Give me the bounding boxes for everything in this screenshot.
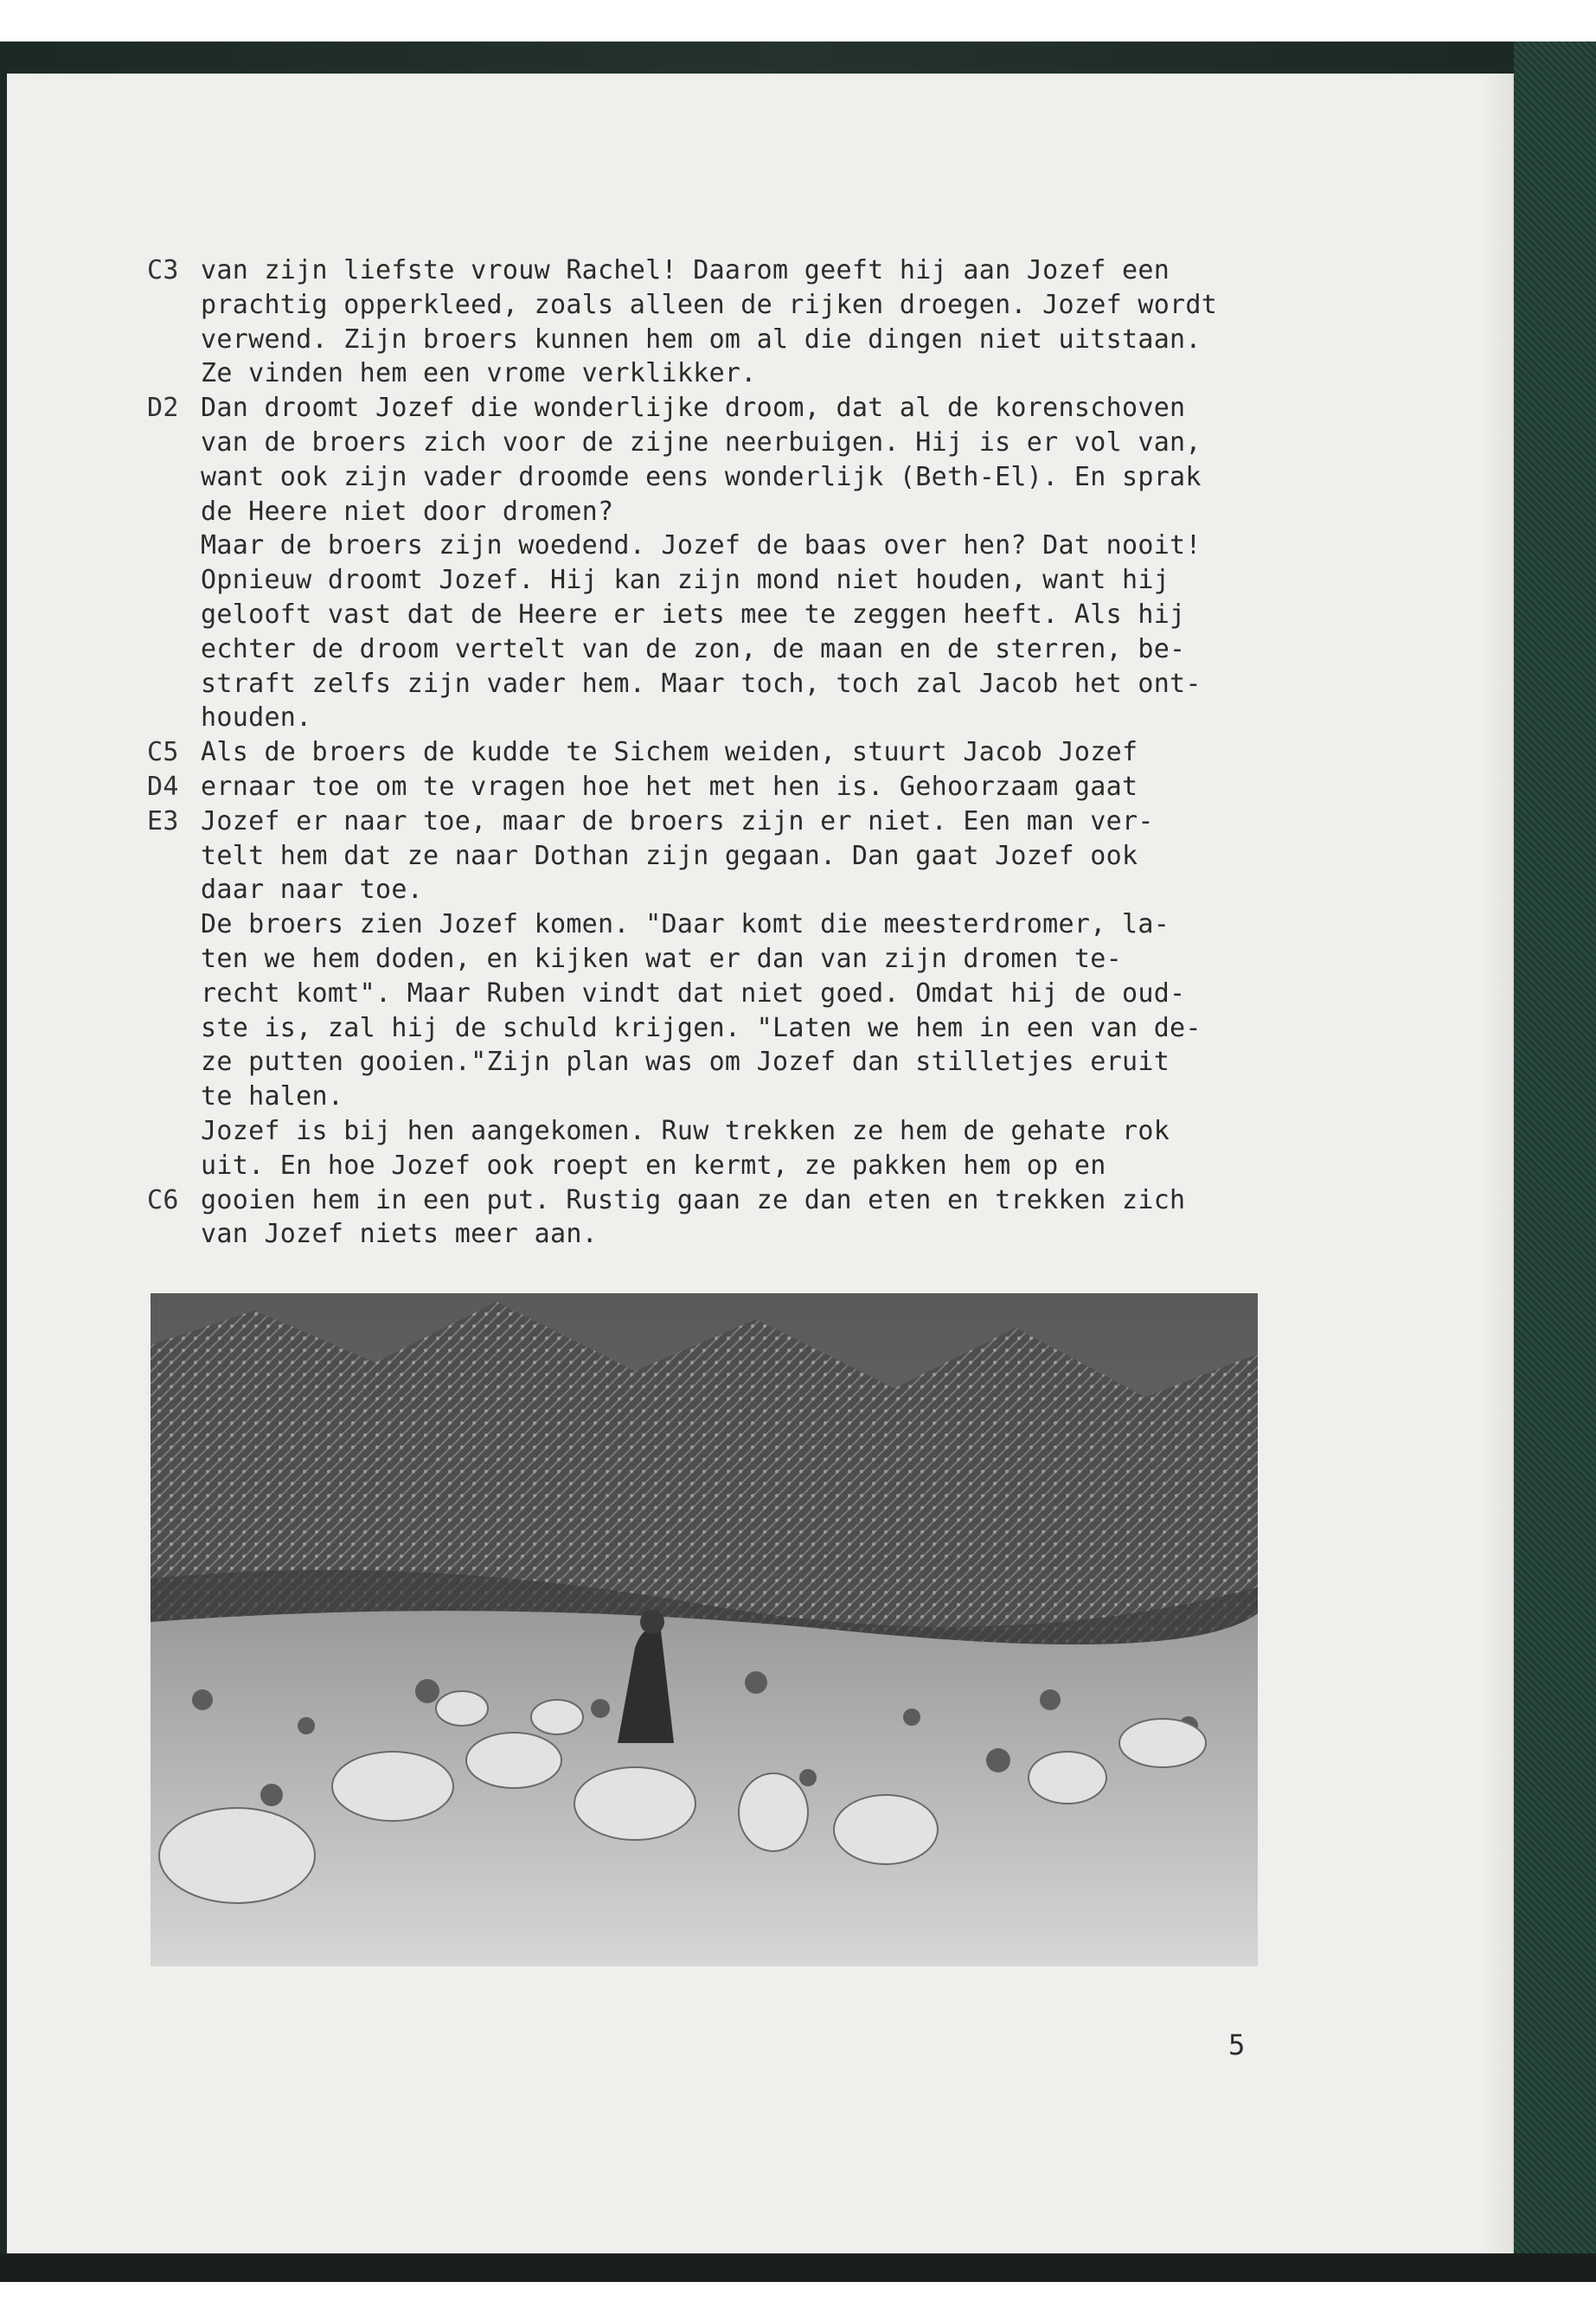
text-line bbox=[147, 529, 1358, 563]
scan-bottom-edge bbox=[0, 2253, 1596, 2282]
line-text: Jozef is bij hen aangekomen. Ruw trekken ze hem de gehate rok bbox=[201, 1115, 1170, 1146]
margin-reference bbox=[147, 495, 201, 529]
line-text: Jozef er naar toe, maar de broers zijn er niet. Een man ver- bbox=[201, 805, 1154, 836]
body-text bbox=[147, 253, 1358, 1252]
margin-reference bbox=[147, 873, 201, 907]
margin-reference bbox=[147, 598, 201, 632]
line-text: straft zelfs zijn vader hem. Maar toch, toch zal Jacob het ont- bbox=[201, 668, 1202, 699]
margin-reference bbox=[147, 1080, 201, 1114]
margin-reference: E3 bbox=[147, 805, 179, 836]
page-number: 5 bbox=[1228, 2029, 1246, 2061]
margin-reference bbox=[147, 1045, 201, 1080]
text-line bbox=[147, 356, 1358, 391]
text-line bbox=[147, 632, 1358, 667]
margin-reference bbox=[147, 839, 201, 874]
text-line bbox=[147, 288, 1358, 323]
text-line bbox=[147, 1183, 1358, 1218]
text-line bbox=[147, 426, 1358, 460]
margin-reference bbox=[147, 977, 201, 1011]
margin-reference bbox=[147, 701, 201, 735]
text-line bbox=[147, 1217, 1358, 1252]
text-line bbox=[147, 495, 1358, 529]
margin-reference bbox=[147, 1011, 201, 1046]
line-text: Dan droomt Jozef die wonderlijke droom, dat al de korenschoven bbox=[201, 393, 1186, 424]
margin-reference bbox=[147, 288, 201, 323]
margin-reference bbox=[147, 1114, 201, 1149]
scan-margin-top bbox=[0, 0, 1596, 42]
text-line bbox=[147, 735, 1358, 770]
text-line bbox=[147, 977, 1358, 1011]
line-text: gelooft vast dat de Heere er iets mee te zeggen heeft. Als hij bbox=[201, 599, 1186, 630]
line-text: ze putten gooien."Zijn plan was om Jozef dan stilletjes eruit bbox=[201, 1047, 1170, 1078]
line-text: houden. bbox=[201, 702, 312, 734]
text-line bbox=[147, 907, 1358, 942]
line-text: De broers zien Jozef komen. "Daar komt die meesterdromer, la- bbox=[201, 909, 1170, 940]
margin-reference: D4 bbox=[147, 771, 179, 802]
line-text: want ook zijn vader droomde eens wonderlijk (Beth-El). En sprak bbox=[201, 461, 1202, 492]
shepherd-with-sheep-illustration bbox=[151, 1293, 1258, 1966]
text-line bbox=[147, 1045, 1358, 1080]
line-text: ste is, zal hij de schuld krijgen. "Laten we hem in een van de- bbox=[201, 1012, 1202, 1043]
margin-reference bbox=[147, 632, 201, 667]
line-text: Als de broers de kudde te Sichem weiden, stuurt Jacob Jozef bbox=[201, 737, 1138, 768]
text-line bbox=[147, 563, 1358, 598]
line-text: van zijn liefste vrouw Rachel! Daarom geeft hij aan Jozef een bbox=[201, 255, 1170, 285]
margin-reference: C3 bbox=[147, 255, 179, 285]
margin-reference bbox=[147, 667, 201, 702]
margin-reference bbox=[147, 563, 201, 598]
margin-reference bbox=[147, 426, 201, 460]
text-line bbox=[147, 1149, 1358, 1183]
text-line bbox=[147, 804, 1358, 839]
text-line bbox=[147, 460, 1358, 495]
text-line bbox=[147, 1011, 1358, 1046]
margin-reference bbox=[147, 356, 201, 391]
line-text: recht komt". Maar Ruben vindt dat niet goed. Omdat hij de oud- bbox=[201, 977, 1186, 1009]
line-text: Opnieuw droomt Jozef. Hij kan zijn mond niet houden, want hij bbox=[201, 565, 1170, 596]
margin-reference bbox=[147, 323, 201, 357]
margin-reference bbox=[147, 1149, 201, 1183]
margin-reference bbox=[147, 460, 201, 495]
line-text: van de broers zich voor de zijne neerbuigen. Hij is er vol van, bbox=[201, 426, 1202, 458]
text-line bbox=[147, 839, 1358, 874]
text-line bbox=[147, 667, 1358, 702]
margin-reference bbox=[147, 1217, 201, 1252]
line-text: van Jozef niets meer aan. bbox=[201, 1219, 599, 1250]
line-text: Ze vinden hem een vrome verklikker. bbox=[201, 358, 757, 389]
line-text: te halen. bbox=[201, 1081, 344, 1112]
line-text: prachtig opperkleed, zoals alleen de rijken droegen. Jozef wordt bbox=[201, 289, 1218, 320]
page-fold-shadow bbox=[1479, 74, 1512, 2253]
margin-reference bbox=[147, 907, 201, 942]
line-text: echter de droom vertelt van de zon, de maan en de sterren, be- bbox=[201, 633, 1186, 664]
margin-reference: C6 bbox=[147, 1184, 179, 1215]
text-line bbox=[147, 391, 1358, 426]
text-line bbox=[147, 1080, 1358, 1114]
text-line bbox=[147, 942, 1358, 977]
line-text: telt hem dat ze naar Dothan zijn gegaan. Dan gaat Jozef ook bbox=[201, 840, 1138, 871]
line-text: Maar de broers zijn woedend. Jozef de baas over hen? Dat nooit! bbox=[201, 530, 1202, 561]
line-text: daar naar toe. bbox=[201, 875, 424, 906]
scan-margin-bottom bbox=[0, 2282, 1596, 2301]
margin-reference: D2 bbox=[147, 393, 179, 424]
book-cloth-edge bbox=[1514, 42, 1596, 2282]
line-text: gooien hem in een put. Rustig gaan ze dan eten en trekken zich bbox=[201, 1184, 1186, 1215]
margin-reference bbox=[147, 529, 201, 563]
shepherd-photo bbox=[151, 1293, 1258, 1966]
text-line bbox=[147, 1114, 1358, 1149]
text-line bbox=[147, 873, 1358, 907]
line-text: ernaar toe om te vragen hoe het met hen is. Gehoorzaam gaat bbox=[201, 771, 1138, 802]
text-line bbox=[147, 253, 1358, 288]
margin-reference: C5 bbox=[147, 737, 179, 768]
line-text: verwend. Zijn broers kunnen hem om al die dingen niet uitstaan. bbox=[201, 324, 1202, 355]
text-line bbox=[147, 701, 1358, 735]
line-text: ten we hem doden, en kijken wat er dan van zijn dromen te- bbox=[201, 943, 1122, 974]
text-line bbox=[147, 323, 1358, 357]
margin-reference bbox=[147, 942, 201, 977]
line-text: uit. En hoe Jozef ook roept en kermt, ze pakken hem op en bbox=[201, 1150, 1106, 1181]
text-line bbox=[147, 770, 1358, 804]
text-line bbox=[147, 598, 1358, 632]
line-text: de Heere niet door dromen? bbox=[201, 496, 614, 527]
